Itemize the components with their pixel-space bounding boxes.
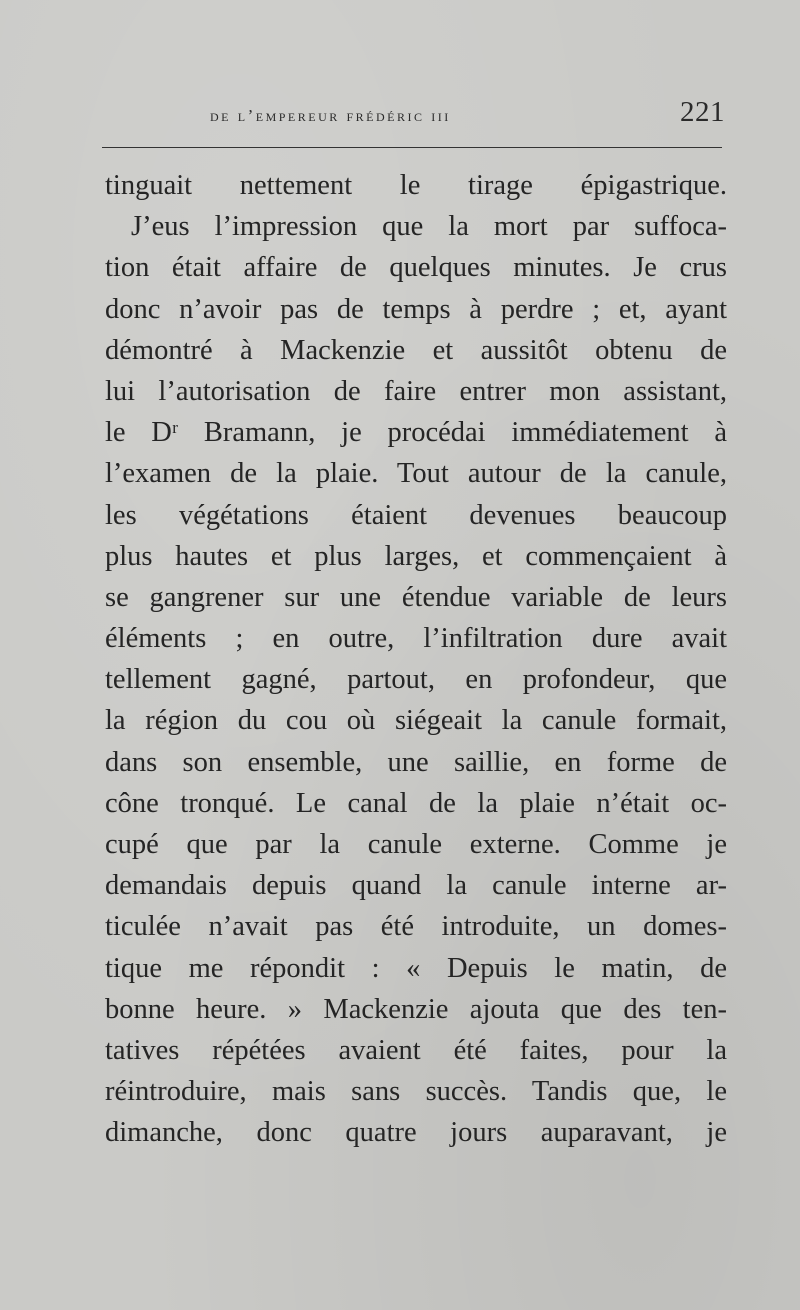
running-head (105, 96, 725, 136)
body-text (105, 165, 727, 1154)
running-title: de l’empereur frédéric iii (210, 106, 451, 125)
text-line: démontré à Mackenzie et aussitôt obtenu de (105, 334, 727, 366)
text-line: les végétations étaient devenues beaucoup (105, 499, 727, 531)
text-line: tinguait nettement le tirage épigastrique. (105, 170, 727, 201)
text-line: la région du cou où siégeait la canule formait, (105, 705, 727, 737)
text-line: tion était affaire de quelques minutes. Je crus (105, 252, 727, 284)
text-line: tique me répondit : « Depuis le matin, de (105, 952, 727, 984)
text-line: se gangrener sur une étendue variable de leurs (105, 581, 727, 613)
text-line: dans son ensemble, une saillie, en forme de (105, 746, 727, 778)
text-line: cône tronqué. Le canal de la plaie n’était oc- (105, 787, 727, 819)
text-line: tatives répétées avaient été faites, pour la (105, 1034, 727, 1066)
page-number: 221 (680, 96, 725, 128)
text-line: réintroduire, mais sans succès. Tandis que, le (105, 1076, 727, 1108)
text-line: plus hautes et plus larges, et commençaient à (105, 540, 727, 572)
text-line: tellement gagné, partout, en profondeur, que (105, 664, 727, 696)
text-line: l’examen de la plaie. Tout autour de la canule, (105, 458, 727, 490)
text-line: dimanche, donc quatre jours auparavant, je (105, 1117, 727, 1149)
text-line: cupé que par la canule externe. Comme je (105, 829, 727, 860)
text-line: demandais depuis quand la canule interne ar- (105, 870, 727, 902)
header-rule (102, 147, 722, 148)
text-line: J’eus l’impression que la mort par suffoca- (131, 211, 727, 243)
text-line: le Dʳ Bramann, je procédai immédiatement à (105, 417, 727, 449)
text-line: donc n’avoir pas de temps à perdre ; et, ayant (105, 293, 727, 325)
text-line: ticulée n’avait pas été introduite, un domes- (105, 911, 727, 943)
text-line: bonne heure. » Mackenzie ajouta que des ten- (105, 993, 727, 1025)
text-line: lui l’autorisation de faire entrer mon assistant, (105, 375, 727, 407)
text-line: éléments ; en outre, l’infiltration dure avait (105, 623, 727, 655)
